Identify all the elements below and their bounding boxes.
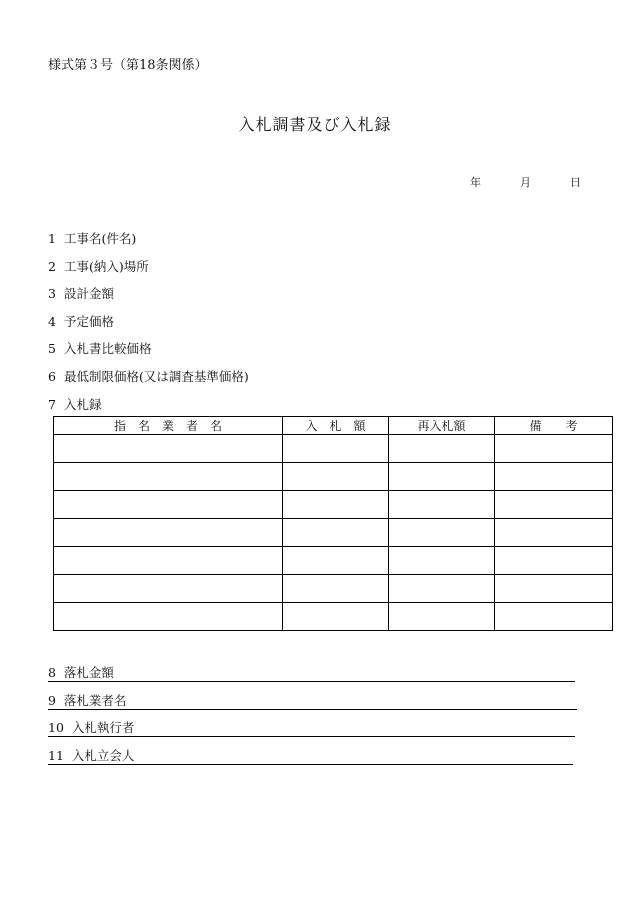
- table-cell[interactable]: [54, 519, 283, 547]
- table-cell[interactable]: [495, 519, 613, 547]
- table-cell[interactable]: [389, 603, 495, 631]
- bid-record-table: [53, 416, 613, 631]
- header-remarks: 備 考: [495, 417, 613, 435]
- table-row: [54, 547, 613, 575]
- table-cell[interactable]: [389, 547, 495, 575]
- table-cell[interactable]: [54, 491, 283, 519]
- list-item: [48, 259, 249, 287]
- bid-executor-field[interactable]: [48, 720, 575, 748]
- winning-bidder-field[interactable]: [48, 693, 575, 721]
- table-row: [54, 519, 613, 547]
- item-label: 最低制限価格(又は調査基準価格): [64, 368, 249, 384]
- table-row: [54, 435, 613, 463]
- table-cell[interactable]: [54, 575, 283, 603]
- fill-in-line: [48, 736, 575, 737]
- table-row: [54, 491, 613, 519]
- table-cell[interactable]: [495, 547, 613, 575]
- table-cell[interactable]: [389, 491, 495, 519]
- table-cell[interactable]: [495, 575, 613, 603]
- table-cell[interactable]: [283, 547, 389, 575]
- item-number: 5: [48, 341, 56, 357]
- table-cell[interactable]: [389, 435, 495, 463]
- table-cell[interactable]: [54, 435, 283, 463]
- fill-in-line: [48, 764, 573, 765]
- table-cell[interactable]: [54, 603, 283, 631]
- item-label: 工事名(件名): [64, 231, 137, 246]
- field-label: 10 入札執行者: [48, 720, 135, 735]
- table-cell[interactable]: [283, 435, 389, 463]
- header-rebid-amount: 再入札額: [389, 417, 495, 435]
- item-number: 4: [48, 313, 56, 329]
- form-number: 様式第３号（第18条関係）: [48, 58, 208, 73]
- list-item: [48, 286, 249, 314]
- header-company-name: 指 名 業 者 名: [54, 417, 283, 435]
- winning-bid-amount-field[interactable]: [48, 665, 575, 693]
- fill-in-line: [48, 681, 575, 682]
- list-item: [48, 231, 249, 259]
- table-cell[interactable]: [495, 603, 613, 631]
- item-label: 予定価格: [64, 313, 115, 329]
- field-label: 8 落札金額: [48, 665, 114, 680]
- table-cell[interactable]: [495, 463, 613, 491]
- date-day-label: 日: [570, 176, 581, 189]
- list-item: [48, 341, 249, 369]
- item-number: 2: [48, 258, 56, 274]
- list-item: [48, 369, 249, 397]
- items-list: [48, 231, 249, 424]
- item-number: 6: [48, 368, 56, 384]
- table-cell[interactable]: [495, 491, 613, 519]
- item-number: 3: [48, 286, 56, 302]
- table-row: [54, 603, 613, 631]
- item-label: 工事(納入)場所: [64, 258, 149, 274]
- table-cell[interactable]: [389, 463, 495, 491]
- table-cell[interactable]: [283, 491, 389, 519]
- table-cell[interactable]: [283, 463, 389, 491]
- result-fields: [48, 665, 575, 775]
- fill-in-line: [48, 709, 577, 710]
- table-cell[interactable]: [283, 603, 389, 631]
- item-label: 設計金額: [64, 286, 115, 302]
- table-cell[interactable]: [495, 435, 613, 463]
- table-cell[interactable]: [283, 575, 389, 603]
- header-bid-amount: 入 札 額: [283, 417, 389, 435]
- document-title: 入札調書及び入札録: [238, 115, 392, 134]
- table-header-row: [54, 417, 613, 435]
- bid-witness-field[interactable]: [48, 748, 575, 776]
- date-line: [0, 174, 630, 190]
- field-label: 11 入札立会人: [48, 747, 135, 763]
- item-label: 入札書比較価格: [64, 341, 152, 357]
- item-number: 1: [48, 231, 56, 246]
- table-cell[interactable]: [54, 547, 283, 575]
- table-row: [54, 463, 613, 491]
- table-cell[interactable]: [283, 519, 389, 547]
- table-cell[interactable]: [389, 519, 495, 547]
- table-cell[interactable]: [389, 575, 495, 603]
- date-year-label: 年: [470, 176, 481, 189]
- table-row: [54, 575, 613, 603]
- list-item: [48, 314, 249, 342]
- table-cell[interactable]: [54, 463, 283, 491]
- date-month-label: 月: [520, 176, 531, 189]
- item-label: 入札録: [64, 396, 102, 412]
- item-number: 7: [48, 396, 56, 412]
- field-label: 9 落札業者名: [48, 692, 127, 708]
